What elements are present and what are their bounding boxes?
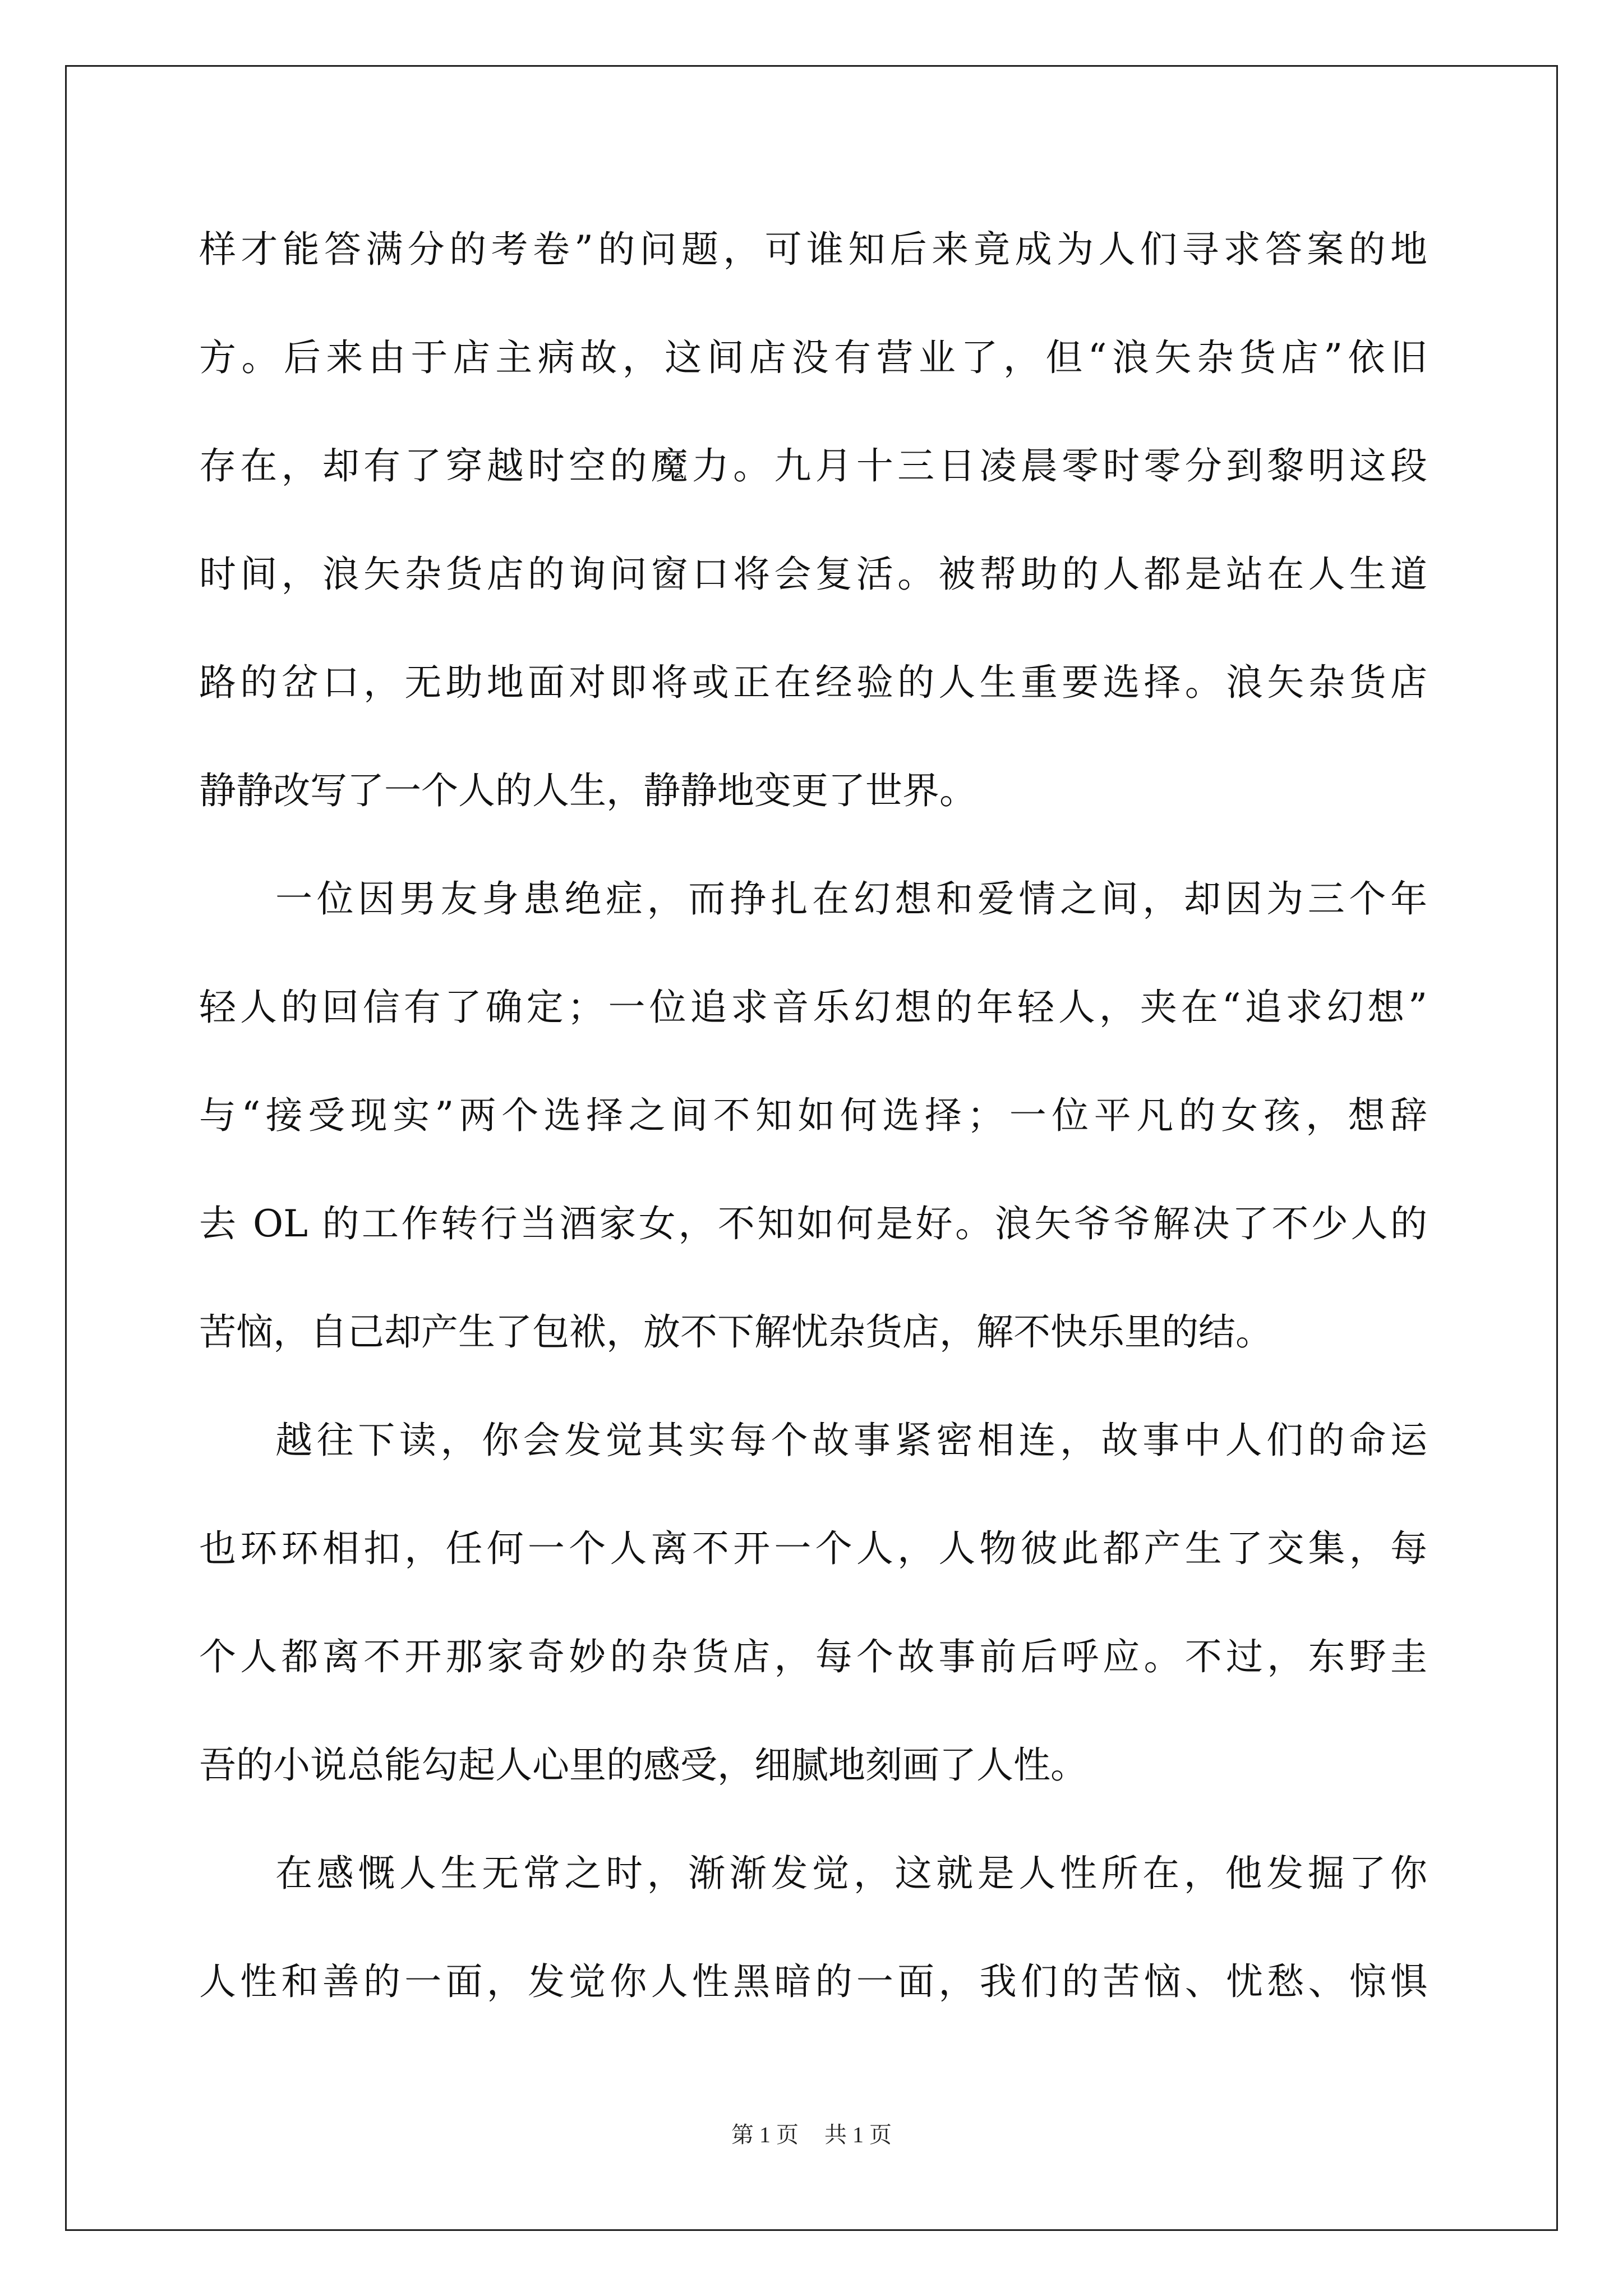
total-pages: 共 1 页 xyxy=(824,2122,892,2147)
text-line: 吾的小说总能勾起人心里的感受，细腻地刻画了人性。 xyxy=(199,1743,1087,1787)
paragraph-first-line: 一位因男友身患绝症，而挣扎在幻想和爱情之间，却因为三个年 xyxy=(275,877,1427,921)
document-body xyxy=(199,216,1427,2056)
text-line: 人性和善的一面，发觉你人性黑暗的一面，我们的苦恼、忧愁、惊惧 xyxy=(199,1960,1427,2003)
paragraph-first-line: 在感慨人生无常之时，渐渐发觉，这就是人性所在，他发掘了你 xyxy=(275,1852,1427,1895)
text-line: 存在，却有了穿越时空的魔力。九月十三日凌晨零时零分到黎明这段 xyxy=(199,444,1427,487)
text-line: 路的岔口，无助地面对即将或正在经验的人生重要选择。浪矢杂货店 xyxy=(199,661,1427,704)
page-number: 第 1 页 xyxy=(731,2122,799,2147)
text-line: 也环环相扣，任何一个人离不开一个人，人物彼此都产生了交集，每 xyxy=(199,1527,1427,1570)
text-line: 与“接受现实”两个选择之间不知如何选择；一位平凡的女孩，想辞 xyxy=(199,1094,1427,1137)
paragraph-first-line: 越往下读，你会发觉其实每个故事紧密相连，故事中人们的命运 xyxy=(275,1419,1427,1462)
text-line: 静静改写了一个人的人生，静静地变更了世界。 xyxy=(199,769,976,812)
text-line: 轻人的回信有了确定；一位追求音乐幻想的年轻人，夹在“追求幻想” xyxy=(199,986,1427,1029)
text-line: 苦恼，自己却产生了包袱，放不下解忧杂货店，解不快乐里的结。 xyxy=(199,1310,1272,1354)
text-line: 时间，浪矢杂货店的询问窗口将会复活。被帮助的人都是站在人生道 xyxy=(199,553,1427,596)
text-line: 个人都离不开那家奇妙的杂货店，每个故事前后呼应。不过，东野圭 xyxy=(199,1635,1427,1678)
page-footer xyxy=(0,2118,1623,2152)
text-line: 样才能答满分的考卷”的问题，可谁知后来竟成为人们寻求答案的地 xyxy=(199,228,1427,271)
text-line: 去 OL 的工作转行当酒家女，不知如何是好。浪矢爷爷解决了不少人的 xyxy=(199,1202,1427,1245)
text-line: 方。后来由于店主病故，这间店没有营业了，但“浪矢杂货店”依旧 xyxy=(199,336,1427,379)
